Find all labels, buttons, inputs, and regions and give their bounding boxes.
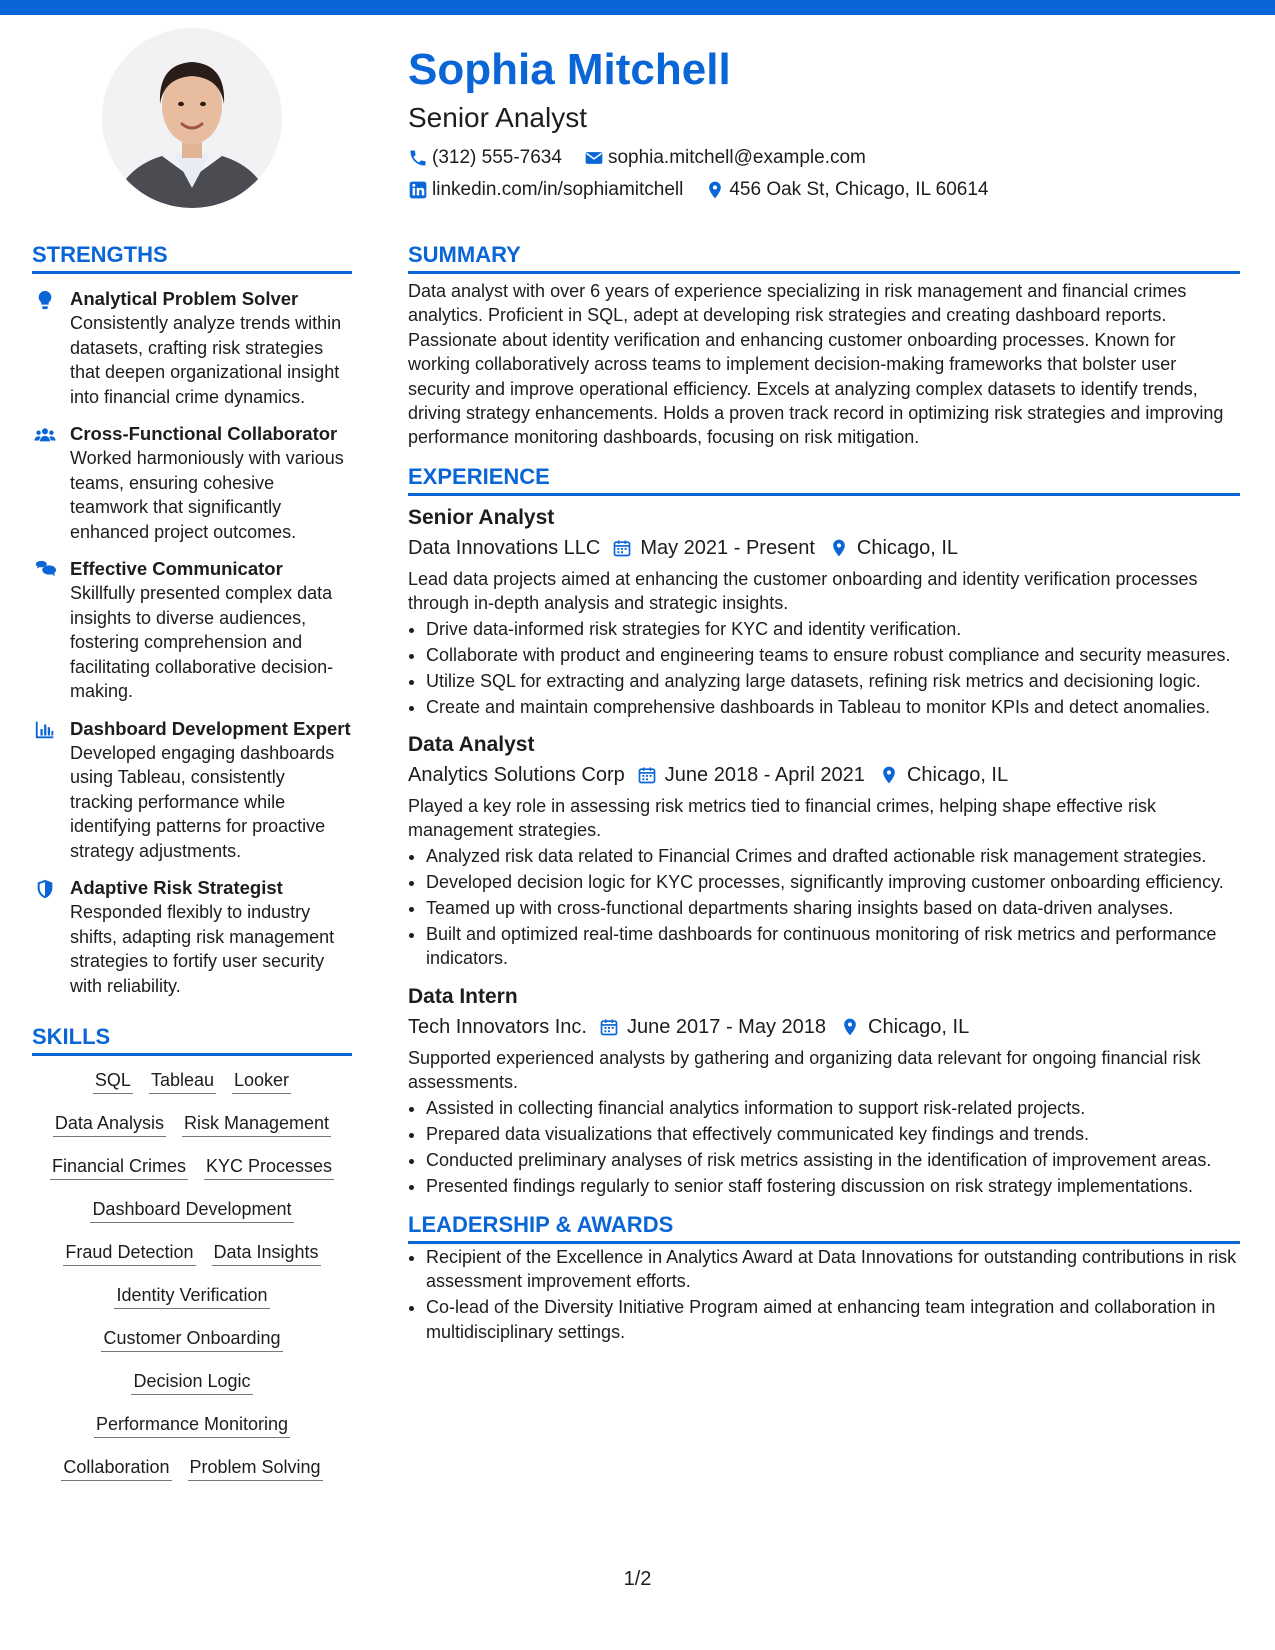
strength-item (32, 716, 352, 864)
bar-chart-icon (34, 719, 56, 741)
skill-tag: SQL (93, 1068, 133, 1094)
map-pin-icon (705, 180, 725, 200)
job-description: Lead data projects aimed at enhancing the customer onboarding and identity verification processes through in-depth analysis and strategic insights. (408, 568, 1198, 614)
linkedin-text: linkedin.com/in/sophiamitchell (432, 179, 684, 200)
job-title: Data Analyst (408, 733, 535, 757)
job-bullet: • Assisted in collecting financial analytics information to support risk-related projects. (426, 1096, 1240, 1120)
job-bullet: • Utilize SQL for extracting and analyzing large datasets, refining risk metrics and decisioning logic. (426, 669, 1240, 693)
strength-title: Effective Communicator (70, 558, 283, 579)
job-title: Senior Analyst (408, 505, 555, 529)
contact-row-2 (408, 174, 1238, 206)
skill-tag: Decision Logic (131, 1369, 252, 1395)
job-bullet: • Create and maintain comprehensive dashboards in Tableau to monitor KPIs and detect anomalies. (426, 695, 1240, 719)
skill-tag: Dashboard Development (90, 1197, 293, 1223)
summary-heading: SUMMARY (408, 240, 1240, 274)
job-bullets (408, 844, 1240, 971)
phone-icon (408, 148, 428, 168)
skill-row (32, 1154, 352, 1180)
job-entry (408, 731, 1240, 971)
contact-row-1 (408, 142, 1238, 174)
skill-tag: Financial Crimes (50, 1154, 188, 1180)
phone-contact (408, 142, 562, 174)
strength-item (32, 421, 352, 544)
skill-tag: Data Analysis (53, 1111, 166, 1137)
calendar-icon (612, 538, 632, 558)
job-meta (408, 1011, 1240, 1043)
profile-photo (102, 28, 282, 208)
skill-tag: Data Insights (212, 1240, 321, 1266)
job-bullet: • Conducted preliminary analyses of risk metrics assisting in the identification of improvement areas. (426, 1148, 1240, 1172)
job-title: Data Intern (408, 984, 518, 1008)
strength-title: Adaptive Risk Strategist (70, 877, 283, 898)
skill-tag: Fraud Detection (63, 1240, 195, 1266)
job-dates: May 2021 - Present (640, 536, 815, 559)
skill-tag: Customer Onboarding (101, 1326, 282, 1352)
job-entry (408, 983, 1240, 1198)
skill-row (32, 1111, 352, 1137)
users-icon (34, 424, 56, 446)
skill-row (32, 1068, 352, 1094)
skill-row (32, 1455, 352, 1481)
leadership-heading: LEADERSHIP & AWARDS (408, 1210, 1240, 1244)
left-column (32, 240, 352, 1498)
job-meta (408, 759, 1240, 791)
email-text: sophia.mitchell@example.com (607, 147, 866, 168)
company-name: Tech Innovators Inc. (408, 1015, 587, 1038)
skills-heading: SKILLS (32, 1022, 352, 1056)
job-location: Chicago, IL (856, 536, 959, 559)
email-contact[interactable] (584, 142, 866, 174)
job-bullet: • Drive data-informed risk strategies for KYC and identity verification. (426, 617, 1240, 641)
strengths-heading: STRENGTHS (32, 240, 352, 274)
job-bullets (408, 617, 1240, 719)
shield-icon (34, 878, 56, 900)
map-pin-icon (840, 1017, 860, 1037)
job-bullet: • Developed decision logic for KYC processes, significantly improving customer onboarding efficiency. (426, 870, 1240, 894)
job-description: Played a key role in assessing risk metrics tied to financial crimes, helping shape effective risk management strategies. (408, 796, 1157, 841)
skill-tag: Problem Solving (188, 1455, 323, 1481)
candidate-title: Senior Analyst (408, 102, 587, 133)
profile-photo-illustration (102, 28, 282, 208)
comments-icon (34, 559, 56, 581)
right-column (408, 240, 1240, 1346)
job-dates: June 2017 - May 2018 (626, 1015, 827, 1038)
skill-row (32, 1283, 352, 1309)
strength-desc: Skillfully presented complex data insights to diverse audiences, fostering comprehension and facilitating collaborative decision-making. (70, 583, 334, 701)
phone-text: (312) 555-7634 (432, 147, 562, 168)
strength-title: Cross-Functional Collaborator (70, 423, 338, 444)
company-name: Analytics Solutions Corp (408, 764, 625, 787)
skill-tag: Performance Monitoring (94, 1412, 290, 1438)
job-location: Chicago, IL (906, 764, 1009, 787)
leadership-item: • Recipient of the Excellence in Analytics Award at Data Innovations for outstanding contributions in risk assessment improvement efforts. (426, 1245, 1240, 1294)
skill-row (32, 1369, 352, 1395)
top-accent-bar (0, 0, 1275, 15)
address-text: 456 Oak St, Chicago, IL 60614 (729, 179, 989, 200)
calendar-icon (599, 1017, 619, 1037)
skill-tag: Tableau (149, 1068, 216, 1094)
map-pin-icon (829, 538, 849, 558)
job-bullet: • Built and optimized real-time dashboards for continuous monitoring of risk metrics and performance indicators. (426, 922, 1240, 971)
strength-item (32, 875, 352, 998)
page-number: 1/2 (623, 1568, 652, 1590)
strength-title: Dashboard Development Expert (70, 717, 351, 739)
skill-tag: Looker (232, 1068, 291, 1094)
skills-list (32, 1068, 352, 1481)
linkedin-icon (408, 180, 428, 200)
calendar-icon (637, 765, 657, 785)
map-pin-icon (879, 765, 899, 785)
strength-item (32, 286, 352, 409)
company-name: Data Innovations LLC (408, 536, 601, 559)
strength-desc: Consistently analyze trends within datasets, crafting risk strategies that deepen organizational insight into financial crime dynamics. (70, 313, 342, 407)
experience-heading: EXPERIENCE (408, 462, 1240, 496)
envelope-icon (584, 148, 604, 168)
job-description: Supported experienced analysts by gathering and organizing data relevant for ongoing financial risk assessments. (408, 1047, 1201, 1093)
skill-tag: Collaboration (61, 1455, 171, 1481)
job-dates: June 2018 - April 2021 (664, 764, 865, 787)
linkedin-contact[interactable] (408, 174, 683, 206)
skill-tag: Identity Verification (114, 1283, 269, 1309)
job-bullet: • Collaborate with product and engineering teams to ensure robust compliance and security measures. (426, 643, 1240, 667)
job-entry (408, 504, 1240, 719)
skill-row (32, 1412, 352, 1438)
job-bullet: • Prepared data visualizations that effectively communicated key findings and trends. (426, 1122, 1240, 1146)
job-bullet: • Analyzed risk data related to Financial Crimes and drafted actionable risk management strategies. (426, 844, 1240, 868)
leadership-item: • Co-lead of the Diversity Initiative Program aimed at enhancing team integration and collaboration in multidisciplinary settings. (426, 1295, 1240, 1344)
strength-item (32, 556, 352, 704)
skill-row (32, 1240, 352, 1266)
resume-header (408, 40, 1238, 206)
address-contact (705, 174, 988, 206)
strength-desc: Developed engaging dashboards using Tableau, consistently tracking performance while identifying patterns for proactive strategy adjustments. (70, 742, 335, 861)
strength-desc: Worked harmoniously with various teams, ensuring cohesive teamwork that significantly enhanced project outcomes. (70, 448, 344, 542)
skill-row (32, 1197, 352, 1223)
job-bullet: • Teamed up with cross-functional departments sharing insights based on data-driven analyses. (426, 896, 1240, 920)
job-bullets (408, 1096, 1240, 1198)
candidate-name: Sophia Mitchell (408, 45, 731, 94)
skill-tag: KYC Processes (204, 1154, 334, 1180)
job-location: Chicago, IL (868, 1015, 970, 1038)
skill-tag: Risk Management (182, 1111, 331, 1137)
job-bullet: • Presented findings regularly to senior staff fostering discussion on risk strategy implementations. (426, 1174, 1240, 1198)
strength-title: Analytical Problem Solver (70, 288, 299, 309)
experience-list (408, 504, 1240, 1198)
lightbulb-icon (34, 289, 56, 311)
skill-row (32, 1326, 352, 1352)
job-meta (408, 532, 1240, 564)
summary-text: Data analyst with over 6 years of experience specializing in risk management and financial crimes analytics. Proficient in SQL, adept at developing risk strategies and creating dashboard reports. Passionate about identity verification and enhancing customer onboarding processes. Known for working collaboratively across teams to implement decision-making frameworks that bolster user security and improve operational efficiency. Excels at analyzing complex datasets to identify trends, driving strategy enhancements. Holds a proven track record in optimizing risk strategies and improving performance monitoring dashboards, focusing on risk mitigation. (408, 281, 1224, 448)
strength-desc: Responded flexibly to industry shifts, adapting risk management strategies to fortify user security with reliability. (70, 902, 335, 996)
leadership-list (408, 1245, 1240, 1344)
